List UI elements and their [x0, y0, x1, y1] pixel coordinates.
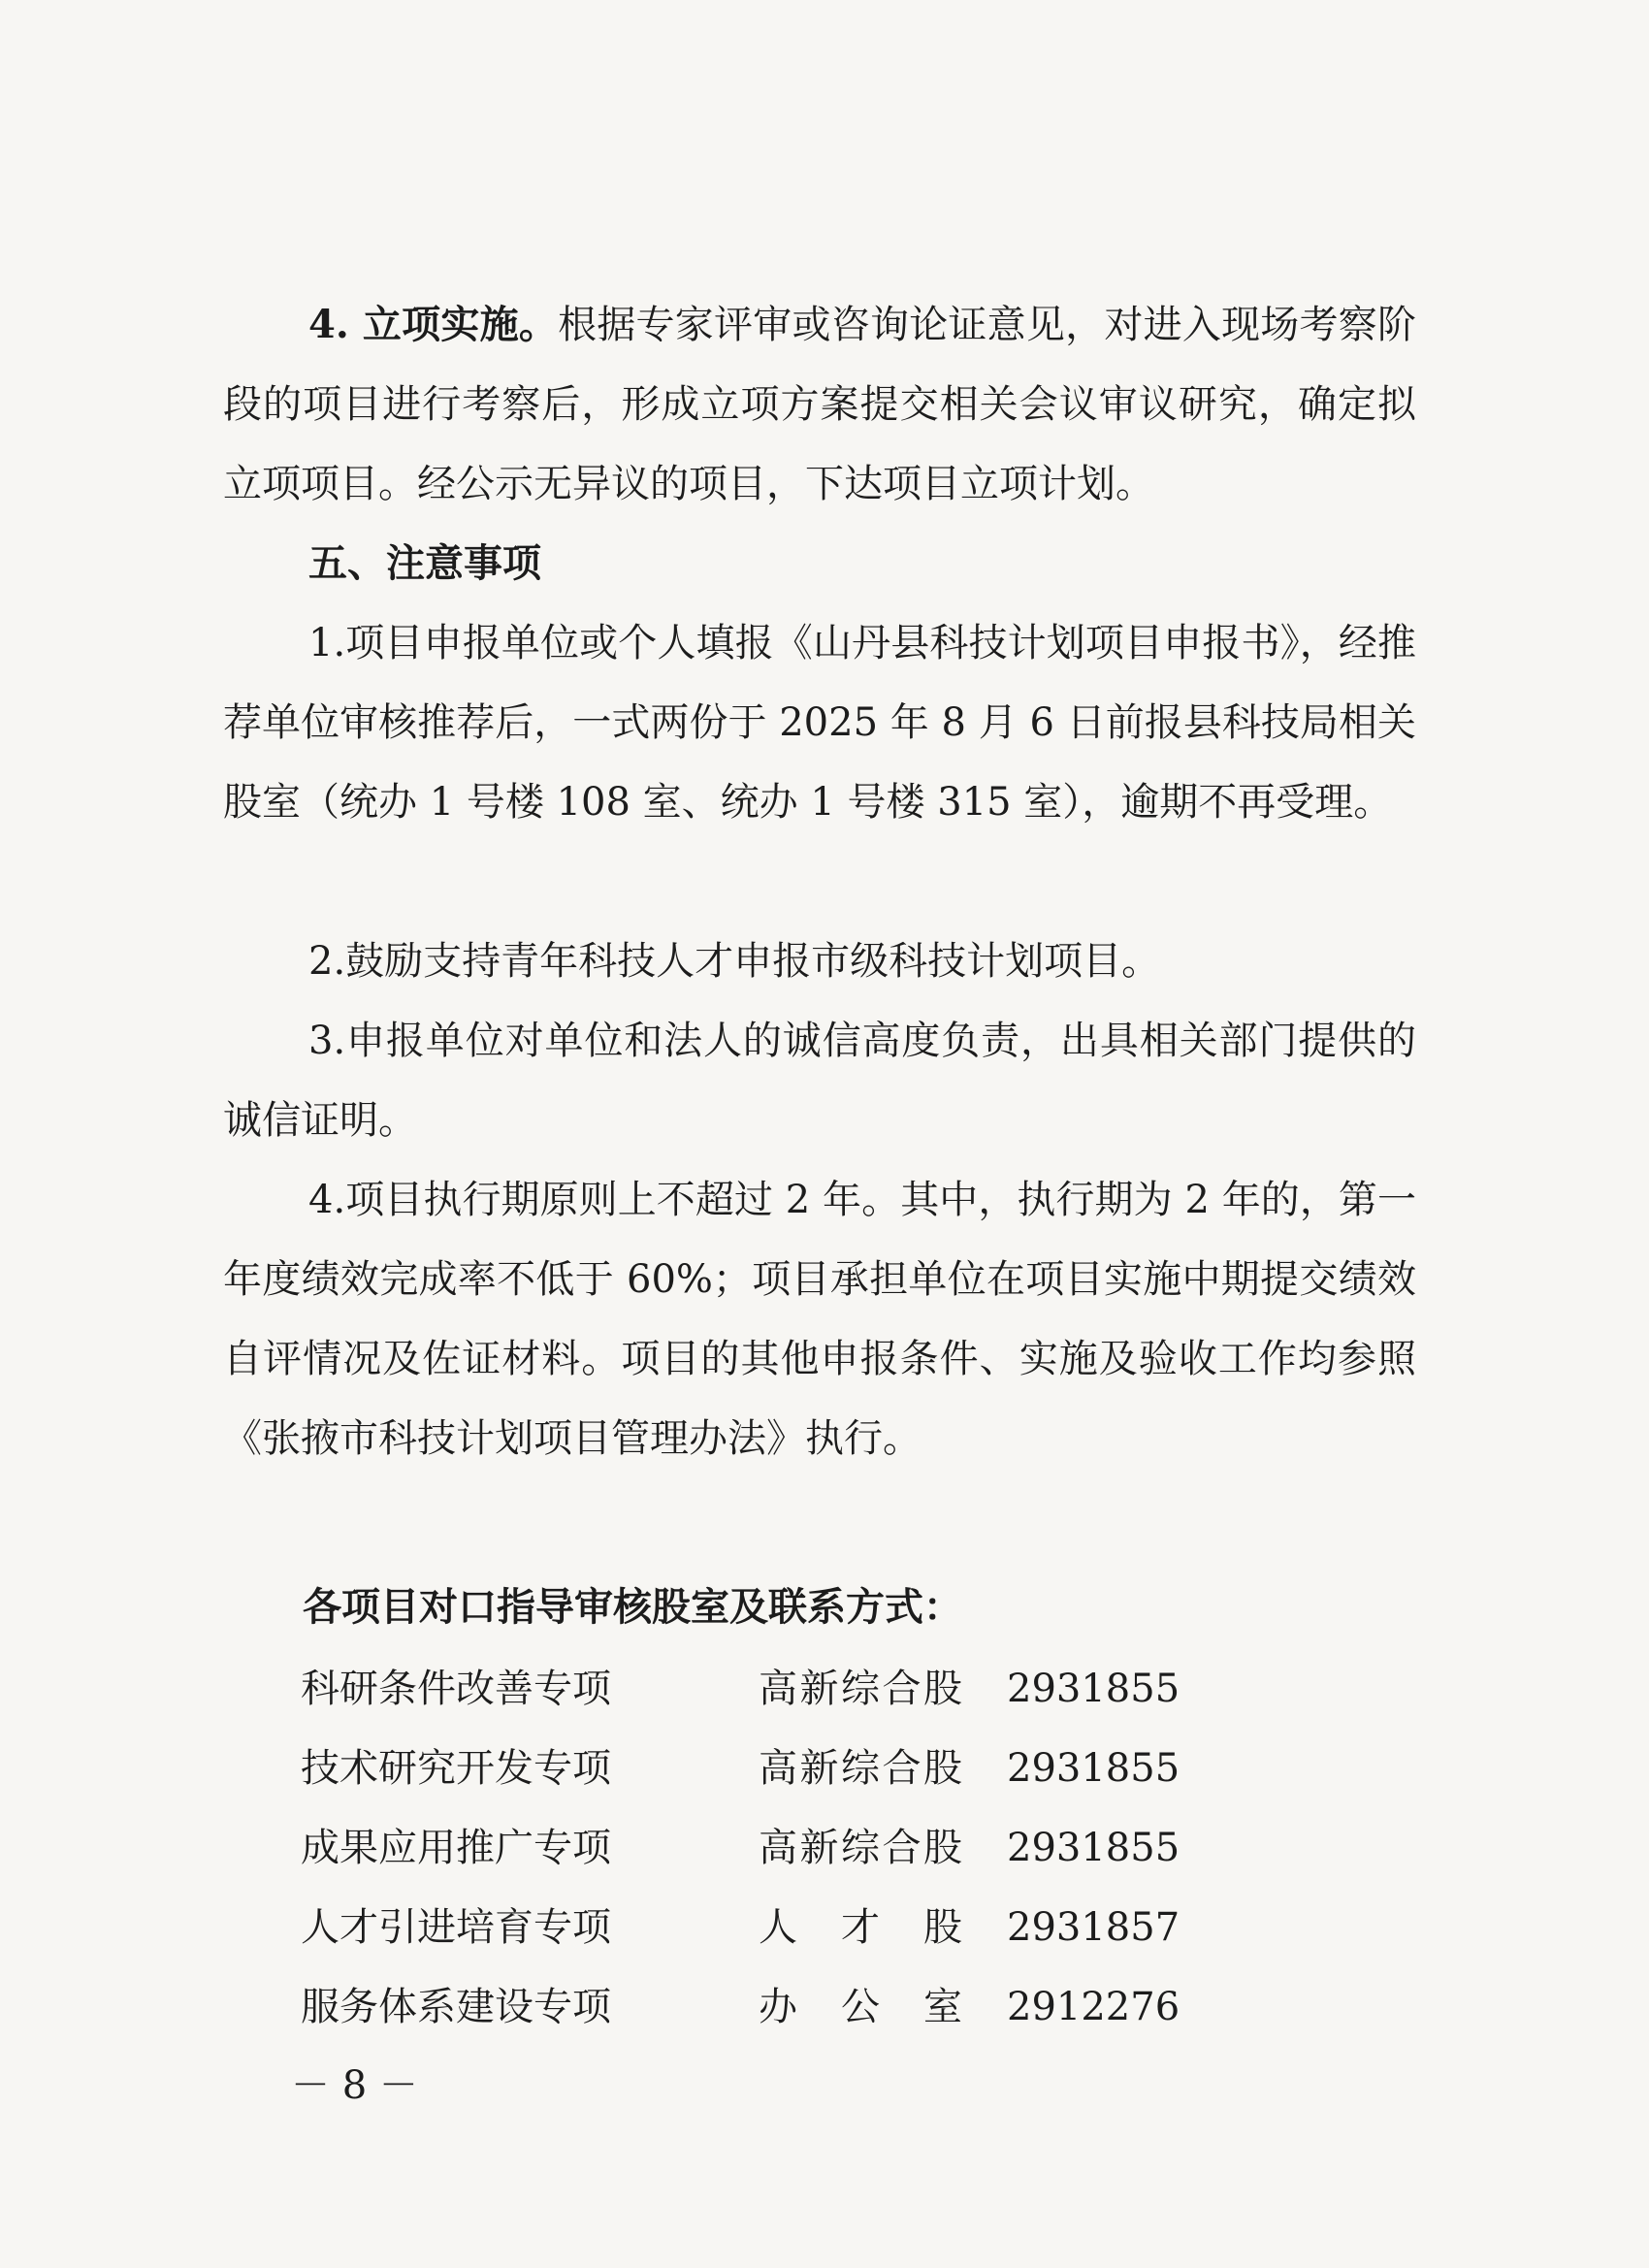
page-number: － 8 － [291, 2063, 418, 2108]
section-4-paragraph [223, 285, 1416, 524]
notes-heading: 五、注意事项 [308, 540, 541, 586]
contact-dept: 办公室 [759, 1985, 962, 2029]
contact-project: 成果应用推广专项 [301, 1826, 611, 1870]
contact-dept: 高新综合股 [759, 1826, 962, 1870]
contact-phone: 2931855 [1007, 1667, 1180, 1711]
contact-row [301, 1729, 1271, 1808]
section-4-text: 根据专家评审或咨询论证意见，对进入现场考察阶段的项目进行考察后，形成立项方案提交相关会议审议研究，确定拟立项项目。经公示无异议的项目，下达项目立项计划。 [223, 303, 1417, 506]
contact-project: 服务体系建设专项 [301, 1985, 611, 2029]
note-1: 1.项目申报单位或个人填报《山丹县科技计划项目申报书》，经推荐单位审核推荐后，一式两份于 2025 年 8 月 6 日前报县科技局相关股室（统办 1 号楼 108 室、统办 1 号楼 315 室），逾期不再受理。 [223, 621, 1416, 825]
contact-phone: 2912276 [1007, 1985, 1180, 2029]
note-3: 3.申报单位对单位和法人的诚信高度负责，出具相关部门提供的诚信证明。 [223, 1019, 1416, 1143]
contact-project: 技术研究开发专项 [301, 1746, 611, 1791]
contact-row [301, 1967, 1271, 2047]
contact-dept: 人才股 [759, 1905, 962, 1950]
contact-phone: 2931855 [1007, 1746, 1180, 1791]
contact-dept: 高新综合股 [759, 1746, 962, 1791]
contact-project: 人才引进培育专项 [301, 1905, 611, 1950]
contact-phone: 2931855 [1007, 1826, 1180, 1870]
contacts-table [301, 1649, 1271, 2047]
note-2: 2.鼓励支持青年科技人才申报市级科技计划项目。 [308, 939, 1161, 984]
contact-project: 科研条件改善专项 [301, 1667, 611, 1711]
contact-row [301, 1808, 1271, 1888]
section-4-label: 4. 立项实施。 [308, 302, 559, 347]
contacts-heading: 各项目对口指导审核股室及联系方式： [303, 1584, 962, 1630]
contact-phone: 2931857 [1007, 1905, 1180, 1950]
contact-row [301, 1649, 1271, 1729]
contact-dept: 高新综合股 [759, 1667, 962, 1711]
contact-row [301, 1888, 1271, 1967]
note-4: 4.项目执行期原则上不超过 2 年。其中，执行期为 2 年的，第一年度绩效完成率不低于 60%；项目承担单位在项目实施中期提交绩效自评情况及佐证材料。项目的其他申报条件、实施及验收工作均参照《张掖市科技计划项目管理办法》执行。 [223, 1178, 1416, 1461]
